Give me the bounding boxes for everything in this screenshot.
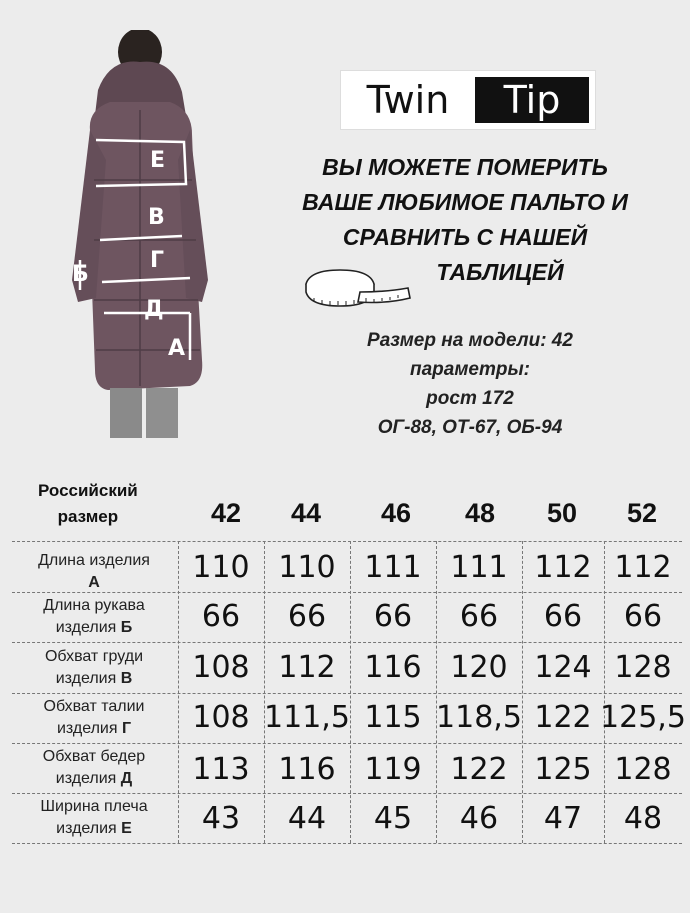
size-value-cell: 128	[614, 752, 672, 787]
row-label-prefix: изделия	[56, 720, 118, 737]
grid-col-line	[436, 541, 437, 843]
size-52: 52	[626, 498, 658, 528]
grid-line	[12, 693, 682, 694]
headline-line: ТАБЛИЦЕЙ	[436, 259, 564, 285]
size-value-cell: 122	[534, 700, 592, 735]
size-value-cell: 66	[459, 599, 499, 634]
size-header-line1: Российский	[38, 481, 138, 500]
grid-line	[12, 541, 682, 542]
size-value-cell: 46	[459, 801, 499, 836]
model-parameters	[310, 326, 630, 442]
grid-line	[12, 743, 682, 744]
label-v: В	[148, 205, 165, 230]
size-value-cell: 122	[450, 752, 508, 787]
logo-left-text: Twin	[366, 78, 450, 122]
size-value-cell: 108	[192, 700, 250, 735]
row-label-letter: Г	[121, 720, 132, 737]
size-value-cell: 66	[543, 599, 583, 634]
size-value-cell: 48	[623, 801, 663, 836]
size-value-cell: 111	[450, 550, 508, 585]
row-label-text: Длина изделия	[38, 552, 150, 569]
grid-col-line	[350, 541, 351, 843]
coat-illustration	[40, 30, 230, 450]
size-value-cell: 43	[201, 801, 241, 836]
size-value-cell: 112	[614, 550, 672, 585]
headline-line: ВАШЕ ЛЮБИМОЕ ПАЛЬТО И	[302, 189, 628, 215]
size-value-cell: 113	[192, 752, 250, 787]
size-value-cell: 44	[287, 801, 327, 836]
size-header-line2: размер	[57, 507, 119, 526]
label-e: Е	[150, 148, 166, 173]
size-value-cell: 66	[373, 599, 413, 634]
size-value-cell: 111	[364, 550, 422, 585]
row-label-prefix: изделия	[56, 820, 117, 837]
row-label-sleeve	[14, 595, 174, 639]
row-label-shoulder	[14, 796, 174, 840]
size-header-label	[38, 478, 138, 530]
row-label-text: Длина рукава	[43, 597, 145, 614]
row-label-chest	[14, 646, 174, 690]
size-value-cell: 112	[278, 650, 336, 685]
headline-line: ВЫ МОЖЕТЕ ПОМЕРИТЬ	[322, 154, 608, 180]
size-value-cell: 108	[192, 650, 250, 685]
row-label-prefix: изделия	[55, 670, 117, 687]
coat-photo	[40, 30, 230, 450]
size-value-cell: 66	[623, 599, 663, 634]
row-label-text: Ширина плеча	[40, 798, 148, 815]
grid-line	[12, 793, 682, 794]
size-value-cell: 128	[614, 650, 672, 685]
size-value-cell: 116	[278, 752, 336, 787]
grid-line	[12, 843, 682, 844]
model-measurements: ОГ-88, ОТ-67, ОБ-94	[377, 417, 563, 438]
row-label-letter: В	[120, 670, 133, 687]
brand-logo	[340, 70, 596, 130]
size-48: 48	[464, 498, 496, 528]
size-value-cell: 66	[287, 599, 327, 634]
model-size: Размер на модели: 42	[367, 330, 573, 351]
measuring-tape-icon	[300, 262, 412, 312]
headline-line: СРАВНИТЬ С НАШЕЙ	[342, 224, 588, 250]
size-value-cell: 66	[201, 599, 241, 634]
row-label-hips	[14, 746, 174, 790]
logo-right-text: Tip	[475, 77, 589, 123]
label-a: А	[168, 336, 186, 361]
size-value-cell: 47	[543, 801, 583, 836]
size-value-cell: 119	[364, 752, 422, 787]
row-label-prefix: изделия	[55, 770, 117, 787]
model-height: рост 172	[426, 388, 514, 409]
row-label-letter: Д	[120, 770, 133, 787]
row-label-text: Обхват бедер	[42, 748, 146, 765]
grid-col-line	[604, 541, 605, 843]
size-value-cell: 110	[278, 550, 336, 585]
size-46: 46	[380, 498, 412, 528]
size-value-cell: 118,5	[436, 700, 522, 735]
size-value-cell: 112	[534, 550, 592, 585]
grid-col-line	[264, 541, 265, 843]
size-value-cell: 124	[534, 650, 592, 685]
grid-col-line	[178, 541, 179, 843]
label-g: Г	[150, 248, 165, 273]
model-params-title: параметры:	[409, 359, 531, 380]
row-label-waist	[14, 696, 174, 740]
size-50: 50	[546, 498, 578, 528]
row-label-text: Обхват талии	[43, 698, 145, 715]
row-label-text: Обхват груди	[44, 648, 143, 665]
row-label-prefix: изделия	[55, 619, 117, 636]
row-label-length	[14, 550, 174, 594]
size-value-cell: 125,5	[600, 700, 686, 735]
size-value-cell: 120	[450, 650, 508, 685]
label-b: Б	[72, 262, 89, 287]
row-label-letter: Е	[121, 820, 132, 837]
size-42: 42	[210, 498, 242, 528]
size-value-cell: 111,5	[264, 700, 350, 735]
grid-col-line	[522, 541, 523, 843]
size-value-cell: 45	[373, 801, 413, 836]
grid-line	[12, 642, 682, 643]
size-value-cell: 116	[364, 650, 422, 685]
row-label-letter: Б	[120, 619, 133, 636]
size-value-cell: 110	[192, 550, 250, 585]
size-value-cell: 115	[364, 700, 422, 735]
size-44: 44	[290, 498, 322, 528]
label-d: Д	[144, 297, 164, 322]
row-label-letter: А	[88, 574, 100, 591]
size-value-cell: 125	[534, 752, 592, 787]
